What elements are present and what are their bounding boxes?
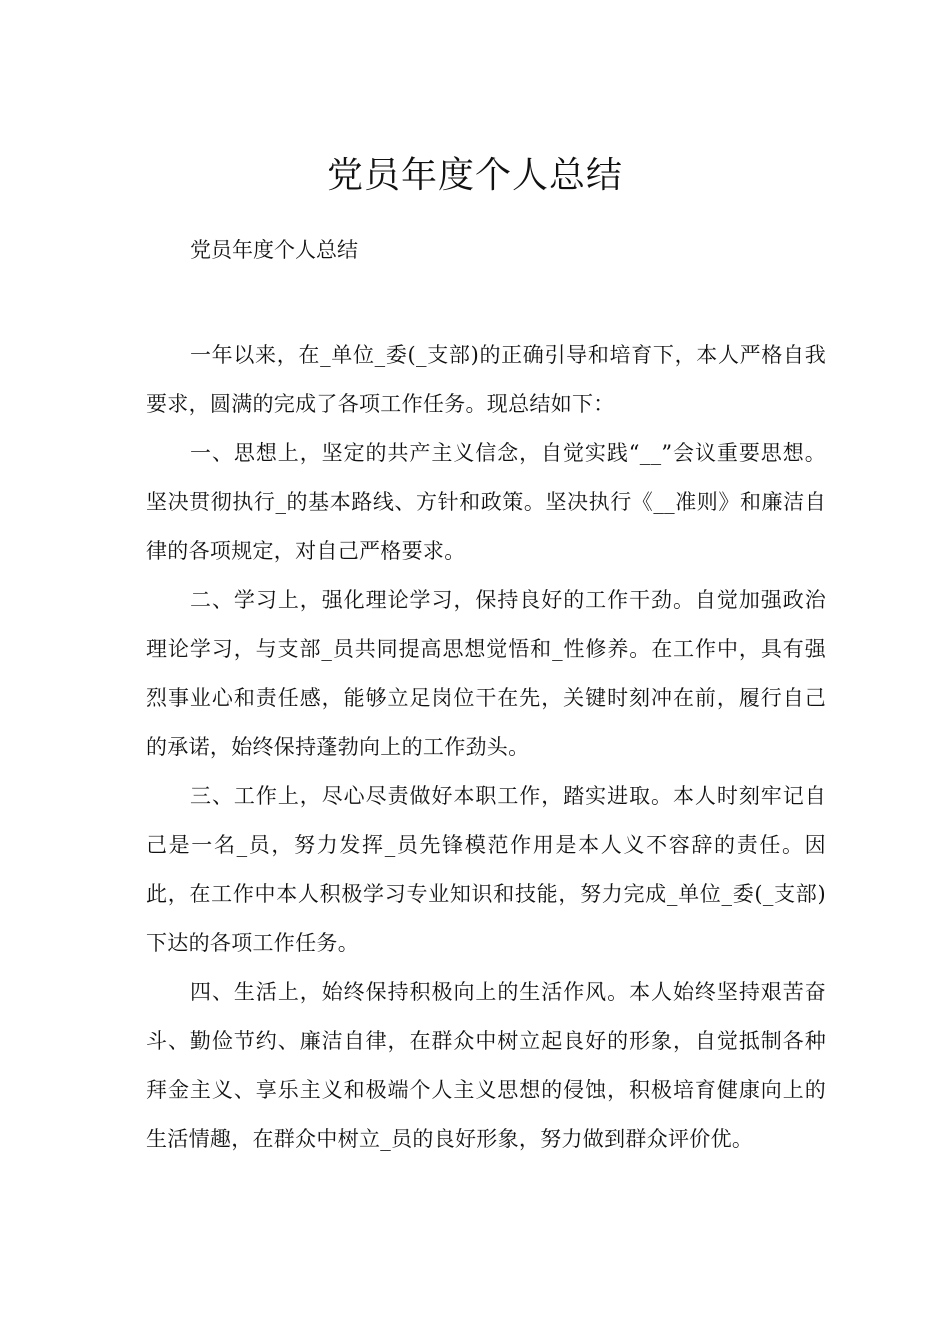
paragraph-intro: 一年以来，在_单位_委(_支部)的正确引导和培育下，本人严格自我要求，圆满的完成了各项工作任务。现总结如下： <box>146 343 826 416</box>
paragraph-work: 三、工作上，尽心尽责做好本职工作，踏实进取。本人时刻牢记自己是一名_员，努力发挥_员先锋模范作用是本人义不容辞的责任。因此，在工作中本人积极学习专业知识和技能，努力完成_单位_委(_支部)下达的各项工作任务。 <box>146 784 826 955</box>
document-title: 党员年度个人总结 <box>326 155 623 197</box>
document-body <box>146 331 826 1164</box>
document-subtitle: 党员年度个人总结 <box>190 238 358 262</box>
paragraph-life: 四、生活上，始终保持积极向上的生活作风。本人始终坚持艰苦奋斗、勤俭节约、廉洁自律，在群众中树立起良好的形象，自觉抵制各种拜金主义、享乐主义和极端个人主义思想的侵蚀，积极培育健康向上的生活情趣，在群众中树立_员的良好形象，努力做到群众评价优。 <box>146 980 826 1151</box>
paragraph-study: 二、学习上，强化理论学习，保持良好的工作干劲。自觉加强政治理论学习，与支部_员共同提高思想觉悟和_性修养。在工作中，具有强烈事业心和责任感，能够立足岗位干在先，关键时刻冲在前，履行自己的承诺，始终保持蓬勃向上的工作劲头。 <box>146 588 826 759</box>
paragraph-ideology: 一、思想上，坚定的共产主义信念，自觉实践“__”会议重要思想。坚决贯彻执行_的基本路线、方针和政策。坚决执行《__准则》和廉洁自律的各项规定，对自己严格要求。 <box>146 441 826 563</box>
